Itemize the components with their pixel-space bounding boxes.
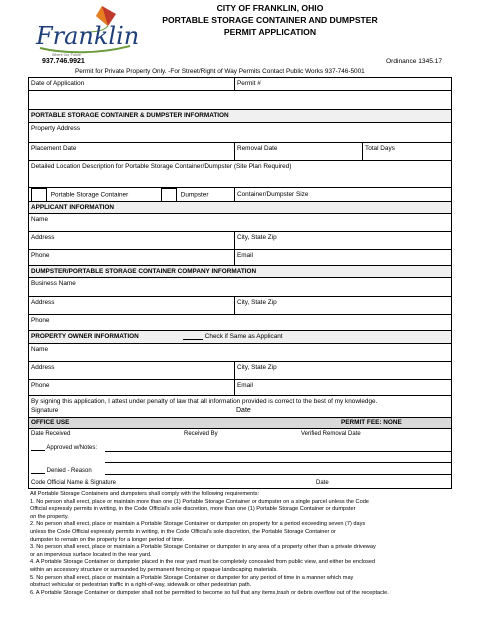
requirement-line: Official expressly permits in writing, in the Code Official's sole discretion, more than one (1) Portable Storage Container or dumpster	[30, 506, 356, 513]
section-header	[29, 331, 451, 344]
title-line-3: PERMIT APPLICATION	[223, 27, 317, 37]
office-row	[29, 429, 451, 443]
approved-option[interactable]	[29, 443, 105, 457]
applicant-email-field[interactable]: Email	[234, 250, 451, 265]
removal-date-field[interactable]: Removal Date	[234, 143, 362, 160]
owner-name-field[interactable]: Name	[31, 346, 49, 353]
same-as-applicant-blank[interactable]	[183, 339, 203, 340]
official-date-field[interactable]: Date	[316, 480, 329, 486]
requirements-intro: All Portable Storage Containers and dumpsters shall comply with the following requirements:	[30, 491, 260, 497]
received-by-field[interactable]: Received By	[184, 431, 218, 437]
form-row	[29, 250, 451, 266]
attestation-text: By signing this application, I attest under penalty of law that all information provided is correct to the best of my knowledge.	[31, 398, 378, 405]
location-description-field[interactable]: Detailed Location Description for Portable Storage Container/Dumpster (Site Plan Required)	[31, 163, 292, 170]
title-line-2: PORTABLE STORAGE CONTAINER AND DUMPSTER	[162, 15, 378, 25]
form-row	[29, 232, 451, 250]
verified-removal-field[interactable]: Verified Removal Date	[301, 431, 361, 437]
section-header	[29, 202, 451, 214]
permit-note: Permit for Private Property Only. -For Street/Right of Way Permits Contact Public Works 937-746-5001	[75, 68, 365, 75]
permit-form	[28, 77, 452, 489]
requirement-line: 6. A Portable Storage Container or dumpster shall not be permitted to become so full that any items,trash or debris overflow out of the receptacle.	[30, 589, 389, 596]
date-received-field[interactable]: Date Received	[31, 431, 71, 437]
form-row	[29, 315, 451, 331]
requirement-line: 3. No person shall erect, place or maintain a Portable Storage Container or dumpster in any area of a property other than a private driveway	[30, 544, 376, 551]
office-row	[29, 443, 451, 457]
section-header	[29, 110, 451, 123]
signature-date-field[interactable]: Date	[236, 407, 251, 414]
office-row	[29, 466, 451, 478]
owner-email-field[interactable]: Email	[234, 380, 451, 395]
form-row	[29, 362, 451, 380]
phone-number: 937.746.9921	[42, 58, 85, 65]
title-line-1: CITY OF FRANKLIN, OHIO	[216, 3, 324, 13]
applicant-phone-field[interactable]: Phone	[31, 252, 50, 259]
form-row	[29, 297, 451, 315]
form-row	[29, 278, 451, 297]
denied-blank[interactable]	[31, 473, 45, 474]
option-portable-container[interactable]	[29, 188, 177, 201]
requirement-line: obstruct vehicular or pedestrian traffic in a right-of-way, sidewalk or other pedestrian path.	[30, 582, 252, 589]
section-title-company: DUMPSTER/PORTABLE STORAGE CONTAINER COMPANY INFORMATION	[31, 268, 257, 275]
code-official-field[interactable]: Code Official Name & Signature	[31, 480, 116, 486]
total-days-field[interactable]: Total Days	[362, 143, 451, 160]
company-city-state-zip-field[interactable]: City, State Zip	[234, 297, 451, 314]
approved-notes-line[interactable]	[105, 451, 451, 452]
permit-fee-label: PERMIT FEE: NONE	[341, 419, 402, 426]
requirement-line: 5. No person shall erect, place or maintain a Portable Storage Container or dumpster for any period of time in a manner which may	[30, 574, 354, 581]
form-row	[29, 123, 451, 143]
applicant-address-field[interactable]: Address	[31, 234, 55, 241]
applicant-name-field[interactable]: Name	[31, 216, 49, 223]
signature-field[interactable]: Signature	[31, 407, 59, 414]
dumpster-label: Dumpster	[180, 191, 209, 199]
option-dumpster[interactable]	[159, 188, 234, 201]
franklin-logo	[30, 4, 140, 58]
requirement-line: within an accessory structure or surrounded by permanent fencing or opaque landscaping materials.	[30, 566, 278, 573]
form-spacer-row	[29, 91, 451, 110]
owner-address-field[interactable]: Address	[31, 364, 55, 371]
same-as-applicant-option[interactable]	[181, 331, 451, 343]
form-row	[29, 214, 451, 232]
section-title-container: PORTABLE STORAGE CONTAINER & DUMPSTER INFORMATION	[31, 112, 229, 119]
container-size-field[interactable]: Container/Dumpster Size	[234, 188, 451, 201]
date-of-application-field[interactable]: Date of Application	[31, 80, 85, 87]
denied-label: Denied - Reason	[46, 468, 92, 474]
form-row	[29, 161, 451, 188]
signature-row	[29, 407, 451, 418]
company-phone-field[interactable]: Phone	[31, 317, 50, 324]
requirement-line: dumpster to remain on the property for a longer period of time.	[30, 536, 185, 543]
logo-tagline: Where Our Future	[52, 53, 81, 57]
requirement-line: 1. No person shall erect, place or maintain more than one (1) Portable Storage Container or dumpster on a single parcel unless the Code	[30, 498, 369, 505]
office-use-header	[29, 418, 451, 429]
form-row	[29, 380, 451, 396]
requirement-line: 4. A Portable Storage Container or dumpster placed in the rear yard must be completely concealed from public view, and either be enclosed	[30, 559, 376, 566]
approved-label: Approved w/Notes:	[46, 445, 98, 451]
denied-option[interactable]	[29, 466, 105, 478]
requirement-line: on the property.	[30, 513, 69, 520]
form-row	[29, 78, 451, 91]
logo-wordmark: Franklin	[36, 22, 140, 50]
approved-notes-line-2[interactable]	[105, 462, 451, 463]
same-as-applicant-label: Check if Same as Applicant	[204, 333, 283, 340]
requirement-line: unless the Code Official expressly permits in writing, in the Code Official's sole discretion, the Portable Storage Container or	[30, 528, 336, 535]
owner-city-state-zip-field[interactable]: City, State Zip	[234, 362, 451, 379]
property-address-field[interactable]: Property Address	[31, 125, 81, 132]
requirements-list	[30, 491, 476, 597]
form-row	[29, 188, 451, 202]
requirement-line: or an impervious surface located in the rear yard.	[30, 551, 152, 558]
business-name-field[interactable]: Business Name	[31, 280, 76, 287]
requirement-line: 2. No person shall erect, place or maintain a Portable Storage Container or dumpster on property for a period exceeding seven (7) days	[30, 521, 366, 528]
office-row	[29, 478, 451, 489]
portable-container-label: Portable Storage Container	[50, 191, 129, 199]
logo-graphic	[30, 4, 140, 58]
placement-date-field[interactable]: Placement Date	[31, 145, 77, 152]
ordinance-number: Ordinance 1345.17	[386, 58, 443, 65]
permit-number-field[interactable]: Permit #	[234, 78, 451, 90]
approved-blank[interactable]	[31, 450, 45, 451]
office-use-label: OFFICE USE	[31, 419, 70, 426]
portable-container-checkbox[interactable]	[31, 188, 47, 201]
section-header	[29, 266, 451, 278]
form-row	[29, 143, 451, 161]
dumpster-checkbox[interactable]	[161, 188, 177, 201]
denied-reason-line[interactable]	[105, 474, 451, 475]
form-row	[29, 344, 451, 362]
owner-phone-field[interactable]: Phone	[31, 382, 50, 389]
applicant-city-state-zip-field[interactable]: City, State Zip	[234, 232, 451, 249]
company-address-field[interactable]: Address	[31, 299, 55, 306]
section-title-applicant: APPLICANT INFORMATION	[31, 204, 114, 211]
section-title-owner: PROPERTY OWNER INFORMATION	[31, 333, 139, 340]
